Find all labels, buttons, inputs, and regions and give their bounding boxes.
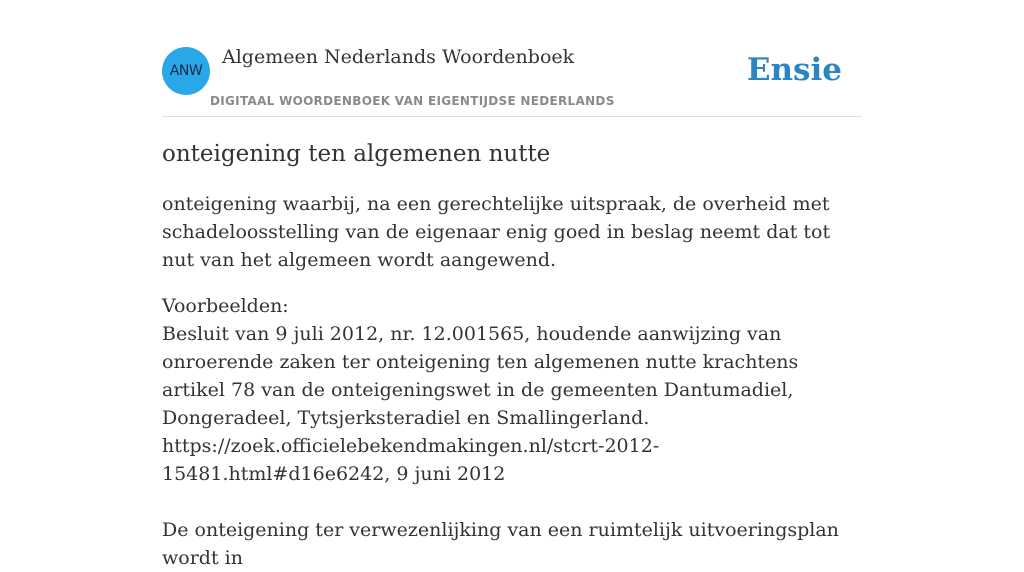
example-item: De onteigening ter verwezenlijking van een ruimtelijk uitvoeringsplan wordt in (162, 519, 839, 569)
example-item: Besluit van 9 juli 2012, nr. 12.001565, houdende aanwijzing van onroerende zaken ter onteigening ten algemenen nutte krachtens artikel 78 van de onteigeningswet in de gemeenten Dantumadiel, Dongeradeel, Tytsjerksteradiel en Smallingerland. https://zoek.officielebekendmakingen.nl/stcrt-2012-15481.html#d16e6242, 9 juni 2012 (162, 323, 799, 485)
anw-logo[interactable]: ANW (162, 47, 210, 95)
entry-content (162, 138, 862, 572)
site-header (162, 46, 862, 117)
entry-definition: onteigening waarbij, na een gerechtelijke uitspraak, de overheid met schadeloosstelling van de eigenaar enig goed in beslag neemt dat tot nut van het algemeen wordt aangewend. (162, 193, 831, 271)
site-subtitle: DIGITAAL WOORDENBOEK VAN EIGENTIJDSE NEDERLANDS (210, 94, 615, 108)
entry-term: onteigening ten algemenen nutte (162, 141, 551, 167)
ensie-logo[interactable]: Ensie (746, 52, 842, 88)
examples-heading: Voorbeelden: (162, 295, 289, 317)
site-title[interactable]: Algemeen Nederlands Woordenboek (222, 46, 575, 68)
